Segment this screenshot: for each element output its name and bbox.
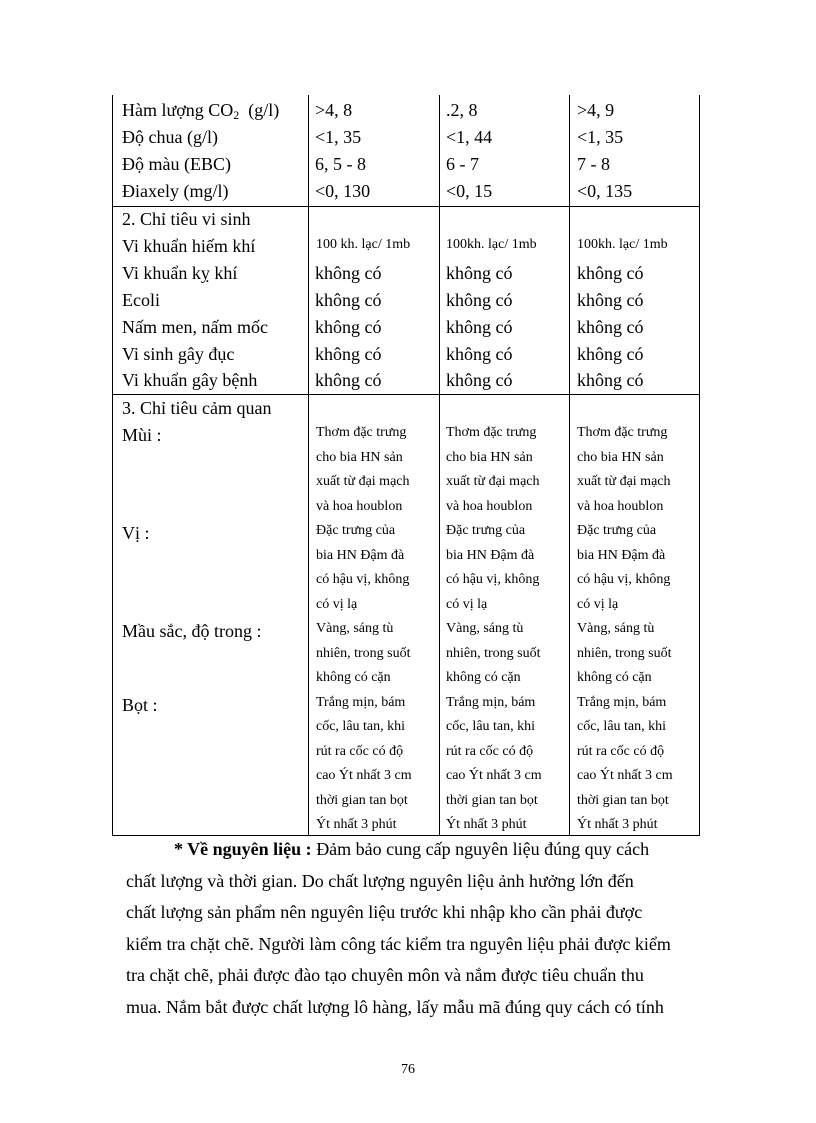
sensory-cell-line: và hoa houblon: [316, 499, 403, 514]
cell-value: không có: [446, 344, 513, 364]
cell-value: không có: [315, 370, 382, 390]
row-label: Vi khuẩn kỵ khí: [122, 263, 238, 283]
cell-value: không có: [446, 370, 513, 390]
cell-value: không có: [577, 290, 644, 310]
label-smell: Mùi :: [122, 425, 162, 445]
cell-value: >4, 8: [315, 100, 353, 120]
cell-value: <0, 135: [577, 181, 633, 201]
row-label-acidity: Độ chua (g/l): [122, 127, 218, 147]
sensory-cell-line: cốc, lâu tan, khi: [577, 719, 667, 734]
cell-value: <1, 35: [315, 127, 362, 147]
cell-value: 100 kh. lạc/ 1mb: [316, 237, 411, 252]
sensory-cell-line: cốc, lâu tan, khi: [316, 719, 406, 734]
page-number: 76: [401, 1062, 415, 1077]
sensory-cell-line: cao Ýt nhất 3 cm: [446, 768, 542, 783]
row-label: Ecoli: [122, 290, 160, 310]
sensory-cell-line: thời gian tan bọt: [316, 793, 408, 808]
sensory-cell-line: cao Ýt nhất 3 cm: [316, 768, 412, 783]
row-label-co2: Hàm lượng $CO_2$ (g/l): [122, 100, 280, 122]
sensory-cell-line: Đặc trưng của: [577, 523, 657, 538]
sensory-cell-line: cao Ýt nhất 3 cm: [577, 768, 673, 783]
section-divider: [112, 206, 700, 207]
sensory-cell-line: xuất từ đại mạch: [446, 474, 540, 489]
sensory-cell-line: Thơm đặc trưng: [446, 425, 537, 440]
sensory-cell-line: nhiên, trong suốt: [577, 646, 672, 661]
sensory-cell-line: Đặc trưng của: [446, 523, 526, 538]
sensory-cell-line: rút ra cốc có độ: [446, 744, 534, 759]
sensory-cell-line: bia HN Đậm đà: [577, 548, 666, 563]
sensory-cell-line: cho bia HN sản: [316, 450, 403, 465]
paragraph-lead: * Về nguyên liệu :: [174, 839, 312, 859]
sensory-cell-line: Thơm đặc trưng: [316, 425, 407, 440]
sensory-cell-line: có hậu vị, không: [446, 572, 540, 587]
sensory-cell-line: có vị lạ: [316, 597, 358, 612]
sensory-cell-line: không có cặn: [446, 670, 521, 685]
sensory-cell-line: Ýt nhất 3 phút: [577, 817, 658, 832]
cell-value: 100kh. lạc/ 1mb: [446, 237, 537, 252]
cell-value: <1, 44: [446, 127, 493, 147]
sensory-cell-line: xuất từ đại mạch: [316, 474, 410, 489]
paragraph-line: chất lượng sản phẩm nên nguyên liệu trước khi nhập kho cần phải được: [126, 902, 643, 922]
row-label: Vi khuẩn hiếm khí: [122, 236, 256, 256]
cell-value: không có: [446, 263, 513, 283]
sensory-cell-line: và hoa houblon: [446, 499, 533, 514]
cell-value: không có: [577, 263, 644, 283]
row-label: Vi khuẩn gây bệnh: [122, 370, 258, 390]
row-label: Vi sinh gây đục: [122, 344, 235, 364]
section-title-microbiology: 2. Chỉ tiêu vi sinh: [122, 209, 251, 229]
cell-value: không có: [315, 317, 382, 337]
sensory-cell-line: có vị lạ: [446, 597, 488, 612]
sensory-cell-line: và hoa houblon: [577, 499, 664, 514]
cell-value: 6 - 7: [446, 154, 479, 174]
sensory-cell-line: Thơm đặc trưng: [577, 425, 668, 440]
sensory-cell-line: Vàng, sáng tù: [316, 621, 394, 636]
row-label-diacetyl: Điaxely (mg/l): [122, 181, 229, 201]
sensory-cell-line: Vàng, sáng tù: [577, 621, 655, 636]
cell-value: 7 - 8: [577, 154, 610, 174]
sensory-cell-line: xuất từ đại mạch: [577, 474, 671, 489]
sensory-cell-line: có hậu vị, không: [577, 572, 671, 587]
cell-value: không có: [446, 290, 513, 310]
label-foam: Bọt :: [122, 695, 158, 715]
sensory-cell-line: có vị lạ: [577, 597, 619, 612]
sensory-cell-line: nhiên, trong suốt: [446, 646, 541, 661]
cell-value: không có: [577, 344, 644, 364]
label-taste: Vị :: [122, 523, 150, 543]
sensory-cell-line: nhiên, trong suốt: [316, 646, 411, 661]
cell-value: .2, 8: [446, 100, 478, 120]
sensory-cell-line: Đặc trưng của: [316, 523, 396, 538]
cell-value: không có: [315, 344, 382, 364]
paragraph-line: mua. Nắm bắt được chất lượng lô hàng, lấy mẫu mã đúng quy cách có tính: [126, 996, 664, 1017]
sensory-cell-line: Trắng mịn, bám: [446, 695, 536, 710]
sensory-cell-line: rút ra cốc có độ: [577, 744, 665, 759]
sensory-cell-line: bia HN Đậm đà: [446, 548, 535, 563]
cell-value: không có: [577, 317, 644, 337]
row-label-color: Độ màu (EBC): [122, 154, 231, 174]
cell-value: không có: [315, 263, 382, 283]
paragraph-line: Đảm bảo cung cấp nguyên liệu đúng quy cách: [311, 839, 650, 859]
sensory-cell-line: rút ra cốc có độ: [316, 744, 404, 759]
sensory-cell-line: Trắng mịn, bám: [577, 695, 667, 710]
cell-value: <0, 130: [315, 181, 371, 201]
row-label: Nấm men, nấm mốc: [122, 317, 268, 337]
sensory-cell-line: bia HN Đậm đà: [316, 548, 405, 563]
cell-value: <0, 15: [446, 181, 493, 201]
sensory-cell-line: Trắng mịn, bám: [316, 695, 406, 710]
sensory-cell-line: không có cặn: [316, 670, 391, 685]
cell-value: không có: [577, 370, 644, 390]
cell-value: >4, 9: [577, 100, 615, 120]
sensory-cell-line: thời gian tan bọt: [446, 793, 538, 808]
sensory-cell-line: Ýt nhất 3 phút: [316, 817, 397, 832]
sensory-cell-line: có hậu vị, không: [316, 572, 410, 587]
cell-value: 100kh. lạc/ 1mb: [577, 237, 668, 252]
cell-value: <1, 35: [577, 127, 624, 147]
section-divider: [112, 394, 700, 395]
sensory-cell-line: cho bia HN sản: [446, 450, 533, 465]
sensory-cell-line: không có cặn: [577, 670, 652, 685]
body-paragraph: [126, 834, 696, 1023]
sensory-cell-line: cho bia HN sản: [577, 450, 664, 465]
sensory-cell-line: Ýt nhất 3 phút: [446, 817, 527, 832]
sensory-cell-line: Vàng, sáng tù: [446, 621, 524, 636]
cell-value: không có: [446, 317, 513, 337]
sensory-cell-line: thời gian tan bọt: [577, 793, 669, 808]
cell-value: không có: [315, 290, 382, 310]
cell-value: 6, 5 - 8: [315, 154, 366, 174]
sensory-cell-line: cốc, lâu tan, khi: [446, 719, 536, 734]
label-color-clarity: Mầu sắc, độ trong :: [122, 621, 262, 641]
paragraph-line: kiểm tra chặt chẽ. Người làm công tác kiểm tra nguyên liệu phải được kiểm: [126, 933, 671, 954]
section-title-sensory: 3. Chỉ tiêu cảm quan: [122, 398, 272, 418]
paragraph-line: tra chặt chẽ, phải được đào tạo chuyên môn và nắm được tiêu chuẩn thu: [126, 965, 644, 985]
paragraph-line: chất lượng và thời gian. Do chất lượng nguyên liệu ảnh hưởng lớn đến: [126, 870, 634, 891]
